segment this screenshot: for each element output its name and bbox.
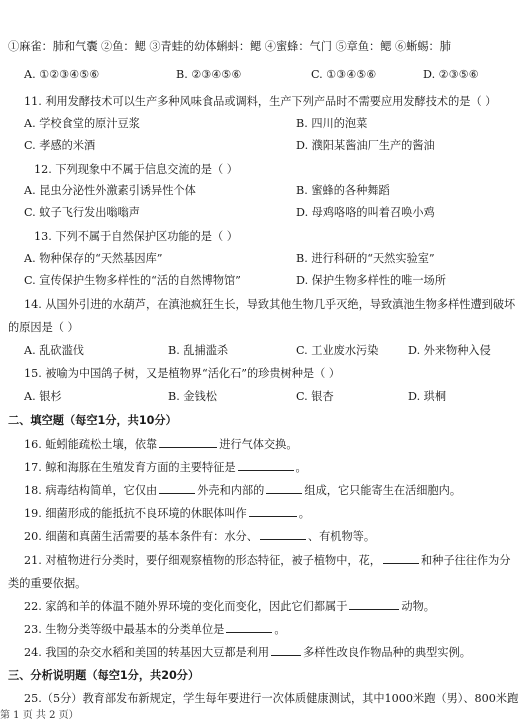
answer-blank[interactable] bbox=[159, 436, 217, 448]
option-d: D. 外来物种入侵 bbox=[408, 344, 491, 357]
answer-blank[interactable] bbox=[383, 552, 419, 564]
option-a: A. 银杉 bbox=[24, 390, 62, 403]
option-a: A. 物种保存的“天然基因库” bbox=[24, 252, 163, 265]
section-2-heading: 二、填空题（每空1分，共10分） bbox=[8, 414, 177, 427]
option-b: B. 金钱松 bbox=[168, 390, 217, 403]
question-11-stem: 11. 利用发酵技术可以生产多种风味食品或调料，生产下列产品时不需要应用发酵技术的是（ ） bbox=[24, 95, 497, 108]
question-15-options bbox=[0, 388, 519, 406]
option-c: C. ①③④⑤⑥ bbox=[311, 68, 377, 81]
option-d: D. 母鸡咯咯的叫着召唤小鸡 bbox=[296, 206, 435, 219]
answer-blank[interactable] bbox=[266, 482, 302, 494]
question-14-stem-line1: 14. 从国外引进的水葫芦，在滇池疯狂生长，导致其他生物几乎灭绝，导致滇池生物多样性遭到破坏 bbox=[24, 298, 516, 311]
answer-blank[interactable] bbox=[159, 482, 195, 494]
question-10-options bbox=[0, 66, 519, 84]
question-19: 19. 细菌形成的能抵抗不良环境的休眠体叫作 。 bbox=[24, 507, 310, 520]
question-18: 18. 病毒结构简单，它仅由 外壳和内部的 组成，它只能寄生在活细胞内。 bbox=[24, 484, 462, 497]
question-14-stem-line2: 的原因是（ ） bbox=[8, 321, 79, 334]
question-13-stem: 13. 下列不属于自然保护区功能的是（ ） bbox=[34, 230, 238, 243]
question-21-line1: 21. 对植物进行分类时，要仔细观察植物的形态特征，被子植物中，花， 和种子往往作为分 bbox=[24, 554, 511, 567]
question-17: 17. 鲸和海豚在生殖发育方面的主要特征是 。 bbox=[24, 461, 307, 474]
question-22: 22. 家鸽和羊的体温不随外界环境的变化而变化，因此它们都属于 动物。 bbox=[24, 600, 435, 613]
option-c: C. 蚊子飞行发出嗡嗡声 bbox=[24, 206, 140, 219]
option-c: C. 宣传保护生物多样性的“活的自然博物馆” bbox=[24, 274, 241, 287]
option-b: B. 进行科研的“天然实验室” bbox=[296, 252, 435, 265]
option-a: A. 学校食堂的原汁豆浆 bbox=[24, 117, 140, 130]
option-b: B. 四川的泡菜 bbox=[296, 117, 368, 130]
question-13-options-row2 bbox=[0, 272, 519, 290]
question-13-options-row1 bbox=[0, 250, 519, 268]
question-20: 20. 细菌和真菌生活需要的基本条件有：水分、 、有机物等。 bbox=[24, 530, 376, 543]
question-23: 23. 生物分类等级中最基本的分类单位是 。 bbox=[24, 623, 286, 636]
option-b: B. ②③④⑤⑥ bbox=[176, 68, 242, 81]
answer-blank[interactable] bbox=[249, 505, 297, 517]
option-b: B. 乱捕滥杀 bbox=[168, 344, 229, 357]
option-a: A. ①②③④⑤⑥ bbox=[24, 68, 100, 81]
question-16: 16. 蚯蚓能疏松土壤，依靠 进行气体交换。 bbox=[24, 438, 298, 451]
option-d: D. 保护生物多样性的唯一场所 bbox=[296, 274, 446, 287]
question-15-stem: 15. 被喻为中国鸽子树，又是植物界“活化石”的珍贵树种是（ ） bbox=[24, 367, 341, 380]
option-c: C. 银杏 bbox=[296, 390, 334, 403]
option-a: A. 乱砍滥伐 bbox=[24, 344, 84, 357]
option-a: A. 昆虫分泌性外激素引诱异性个体 bbox=[24, 184, 196, 197]
question-12-options-row1 bbox=[0, 182, 519, 200]
answer-blank[interactable] bbox=[226, 621, 272, 633]
question-14-options bbox=[0, 342, 519, 360]
question-11-options-row2 bbox=[0, 137, 519, 155]
answer-blank[interactable] bbox=[271, 644, 301, 656]
question-21-line2: 类的重要依据。 bbox=[8, 577, 87, 590]
question-12-options-row2 bbox=[0, 204, 519, 222]
option-d: D. 珙桐 bbox=[408, 390, 447, 403]
question-25-stem: 25.（5分）教育部发布新规定，学生每年要进行一次体质健康测试，其中1000米跑（男）、800米跑 bbox=[24, 692, 519, 705]
section-3-heading: 三、分析说明题（每空1分，共20分） bbox=[8, 669, 200, 682]
answer-blank[interactable] bbox=[349, 598, 399, 610]
option-c: C. 孝感的米酒 bbox=[24, 139, 96, 152]
question-10-stem-continuation bbox=[0, 38, 519, 56]
option-d: D. ②③⑤⑥ bbox=[423, 68, 479, 81]
question-stem: ①麻雀：肺和气囊 ②鱼：鳃 ③青蛙的幼体蝌蚪：鳃 ④蜜蜂：气门 ⑤章鱼：鳃 ⑥蜥蜴：肺 bbox=[8, 40, 451, 53]
option-b: B. 蜜蜂的各种舞蹈 bbox=[296, 184, 390, 197]
question-24: 24. 我国的杂交水稻和美国的转基因大豆都是利用 多样性改良作物品种的典型实例。 bbox=[24, 646, 471, 659]
answer-blank[interactable] bbox=[238, 459, 294, 471]
question-11-options-row1 bbox=[0, 115, 519, 133]
option-d: D. 濮阳某酱油厂生产的酱油 bbox=[296, 139, 435, 152]
option-c: C. 工业废水污染 bbox=[296, 344, 379, 357]
page-number: 第 1 页 共 2 页） bbox=[0, 710, 79, 721]
question-12-stem: 12. 下列现象中不属于信息交流的是（ ） bbox=[34, 163, 238, 176]
page-footer bbox=[0, 708, 519, 724]
answer-blank[interactable] bbox=[260, 528, 306, 540]
